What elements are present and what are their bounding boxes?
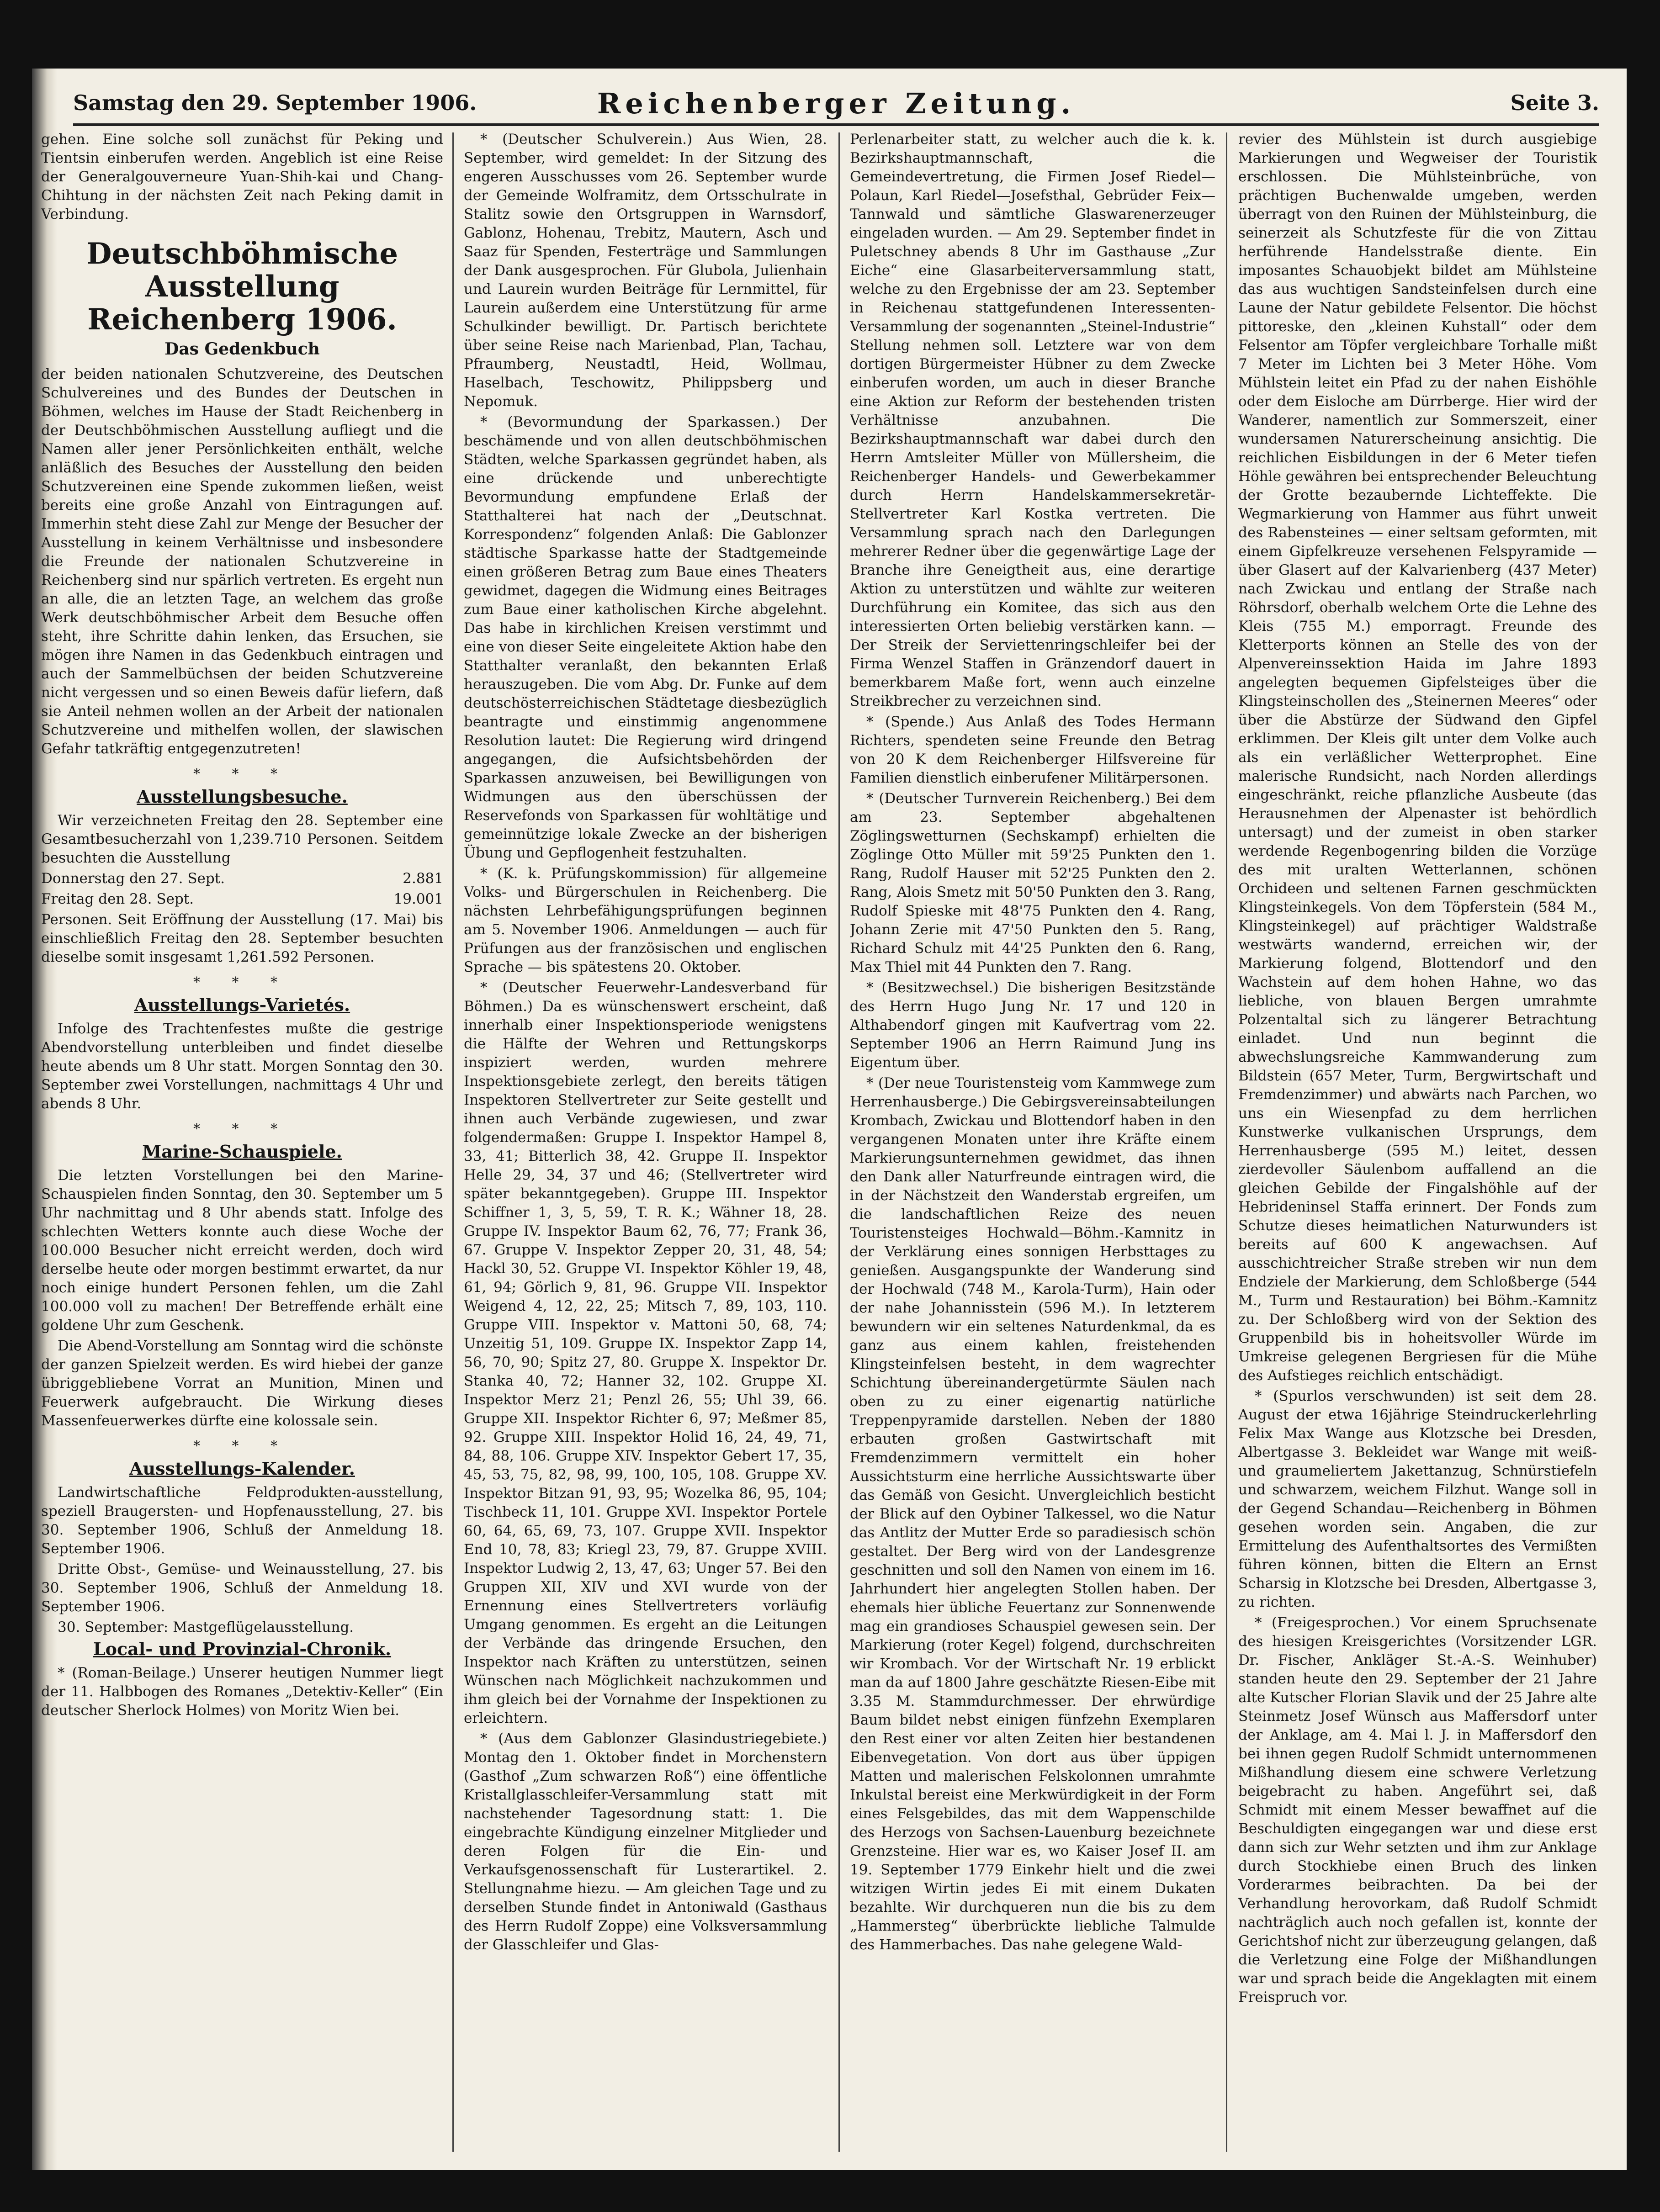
visitor-day: Freitag den 28. Sept. (41, 891, 194, 907)
exhibition-title: Deutschböhmische Ausstellung Reichenberg 1906. (86, 237, 398, 337)
separator-stars: * * * (193, 1121, 292, 1137)
article-text: * (Spende.) Aus Anlaß des Todes Hermann Richters, spendeten seine Freunde den Betrag von 20 K dem Reichenberger Hilfsvereine für Familien dienstlich einberufener Militärpersonen. (850, 714, 1215, 786)
visitor-count: 19.001 (393, 891, 443, 907)
article-text: * (K. k. Prüfungskommission) für allgemeine Volks- und Bürgerschulen in Reichenberg. Die nächsten Lehrbefähigungsprüfungen beginnen am 5. November 1906. Anmeldungen — auch für Prüfungen aus der französischen und englischen Sprache — bis spätestens 20. Oktober. (464, 865, 827, 975)
article-text: * (Bevormundung der Sparkassen.) Der beschämende und von allen deutschböhmischen Städten, welche Sparkassen gegründet haben, als eine drückende und unberechtigte Bevormundung empfundene Erlaß der Statthalterei hat nach der „Deutschnat. Korrespondenz“ folgenden Anlaß: Die Gablonzer städtische Sparkasse hatte der Stadtgemeinde einen größeren Betrag zum Baue eines Theaters gewidmet, dagegen die Widmung eines Beitrages zum Baue einer katholischen Kirche abgelehnt. Das habe in kirchlichen Kreisen verstimmt und eine von dieser Seite eingeleitete Aktion habe den Statthalter veranlaßt, den bekannten Erlaß herauszugeben. Die vom Abg. Dr. Funke auf dem deutschösterreichischen Städtetage diesbezüglich beantragte und einstimmig angenommene Resolution lautet: Die Regierung wird dringend angegangen, die Aufsichtsbehörden der Sparkassen anzuweisen, bei Bewilligungen von Widmungen aus den überschüssen der Reservefonds von Sparkassen für wohltätige und gemeinnützige lokale Zwecke an der bisherigen Übung und Gepflogenheit festzuhalten. (464, 414, 827, 861)
article-text: * (Deutscher Turnverein Reichenberg.) Bei dem am 23. September abgehaltenen Zöglingswetturnen (Sechskampf) erhielten die Zöglinge Otto Müller mit 59'25 Punkten den 1. Rang, Rudolf Hauser mit 52'25 Punkten den 2. Rang, Alois Smetz mit 50'50 Punkten den 3. Rang, Rudolf Spieske mit 48'75 Punkten den 4. Rang, Johann Zerie mit 47'50 Punkten den 5. Rang, Richard Schulz mit 44'25 Punkten den 6. Rang, Max Thiel mit 44 Punkten den 7. Rang. (850, 790, 1215, 975)
visitor-row (41, 869, 443, 888)
article-text: Die letzten Vorstellungen bei den Marine-Schauspielen finden Sonntag, den 30. September um 5 Uhr nachmittag und 8 Uhr abends statt. Infolge des schlechten Wetters konnte auch diese Woche der 100.000 Besucher nicht erreicht werden, doch wird derselbe heute oder morgen bestimmt erwartet, da nur noch einige hundert Personen fehlen, um die Zahl 100.000 voll zu machen! Der Betreffende erhält eine goldene Uhr zum Geschenk. (41, 1167, 443, 1334)
section-heading: Local- und Provinzial-Chronik. (93, 1639, 392, 1659)
article-text: Dritte Obst-, Gemüse- und Weinausstellung, 27. bis 30. September 1906, Schluß der Anmeldung 18. September 1906. (41, 1561, 443, 1615)
article-text: Landwirtschaftliche Feldprodukten-ausstellung, speziell Braugersten- und Hopfenausstellung, 27. bis 30. September 1906, Schluß der Anmeldung 18. September 1906. (41, 1484, 443, 1557)
column-rule (452, 132, 454, 2152)
article-text: * (Deutscher Schulverein.) Aus Wien, 28. September, wird gemeldet: In der Sitzung des engeren Ausschusses vom 26. September wurde der Gemeinde Wolframitz, dem Ortsschulrate in Stalitz sowie den Ortsgruppen in Warnsdorf, Gablonz, Hohenau, Trebitz, Mautern, Asch und Saaz für Spenden, Festerträge und Sammlungen der Dank ausgesprochen. Für Glubola, Julienhain und Laurein wurden Beiträge für Lernmittel, für Laurein außerdem eine Unterstützung für arme Schulkinder bewilligt. Dr. Partisch berichtete über seine Reise nach Marienbad, Plan, Tachau, Pfraumberg, Neustadtl, Heid, Wollmau, Haselbach, Teschowitz, Philippsberg und Nepomuk. (464, 131, 827, 410)
article-text: revier des Mühlstein ist durch ausgiebige Markierungen und Wegweiser der Touristik erschlossen. Die Mühlsteinbrüche, von prächtigen Buchenwalde umgeben, werden überragt von den Ruinen der Mühlsteinburg, die seinerzeit als Schutzfeste für die von Zittau herführende Handelsstraße diente. Ein imposantes Schauobjekt bildet am Mühlsteine das aus wuchtigen Sandsteinfelsen durch eine Laune der Natur gebildete Felsentor. Die höchst pittoreske, den „kleinen Kuhstall“ oder dem Felsentor am Töpfer vergleichbare Torhalle mißt 7 Meter im Lichten bei 3 Meter Höhe. Vom Mühlstein leitet ein Pfad zu der nahen Eishöhle oder dem Eisloche am Dürrberge. Hier wird der Wanderer, namentlich zur Sommerszeit, einer wundersamen Naturerscheinung ansichtig. Die reichlichen Eisbildungen in der 6 Meter tiefen Höhle gewähren bei entsprechender Beleuchtung der Grotte bezaubernde Lichteffekte. Die Wegmarkierung von Hammer aus führt unweit des Rabensteines — einer seltsam geformten, mit einem Gipfelkreuze versehenen Felspyramide — über Glasert auf der Kalvarienberg (437 Meter) nach Zwickau und entlang der Straße nach Röhrsdorf, oberhalb welchem Orte die Lehne des Kleis (755 M.) emporragt. Freunde des Kletterports können an Stelle des von der Alpenvereinssektion Haida im Jahre 1893 angelegten bequemen Gipfelsteiges über die Klingsteinschollen des „Steinernen Meeres“ oder über die Abstürze der Südwand den Gipfel erklimmen. Der Kleis gilt unter dem Volke auch als ein verläßlicher Wetterprophet. Eine malerische Rundsicht, nach Norden allerdings eingeschränkt, reiche pflanzliche Ausbeute (das Herausnehmen der Alpenaster ist behördlich untersagt) und der zumeist in oben starker werdende Regenbogenring bilden die Vorzüge des mit uralten Wetterlannen, schönen Orchideen und seltenen Farnen geschmückten Klingsteinkegels. Von dem Töpferstein (584 M., Klingsteinkegel) auf prächtiger Waldstraße westwärts wandernd, erreichen wir, der Markierung folgend, Blottendorf und den Wachstein auf dem hohen Hahne, wo das liebliche, von blauen Bergen umrahmte Polzentaltal sich zu längerer Betrachtung einladet. Und nun beginnt die abwechslungsreiche Kammwanderung zum Bildstein (657 Meter, Turm, Bergwirtschaft und Fremdenzimmer) und abwärts nach Parchen, wo uns ein Wiesenpfad zu dem herrlichen Kunstwerke vulkanischen Ursprungs, dem Herrenhausberge (595 M.) leitet, dessen zierdevoller Säulenbom auffallend an die gleichen Gebilde der Fingalshöhle auf der Hebrideninsel Staffa erinnert. Der Fonds zum Schutze dieses heimatlichen Naturwunders ist bereits auf 600 K angewachsen. Auf ausschichtreicher Straße streben wir nun dem Endziele der Markierung, dem Schloßberge (544 M., Turm und Restauration) bei Böhm.-Kamnitz zu. Der Schloßberg wird von der Sektion des Gruppenbild bis in hoheitsvoller Würde im Umkreise gelegenen Bergriesen für die Mühe des Aufstieges reichlich entschädigt. (1238, 131, 1597, 1384)
section-heading: Das Gedenkbuch (164, 339, 320, 359)
newspaper-page (32, 69, 1627, 2170)
article-text: * (Deutscher Feuerwehr-Landesverband für Böhmen.) Da es wünschenswert erscheint, daß innerhalb einer Inspektionsperiode wenigstens die Hälfte der Wehren und Rettungskorps inspiziert werden, wurden mehrere Inspektionsgebiete zerlegt, den bereits tätigen Inspektoren Stellvertreter zur Seite gestellt und ihnen auch Verbände zugewiesen, und zwar folgendermaßen: Gruppe I. Inspektor Hampel 8, 33, 41; Bitterlich 38, 42. Gruppe II. Inspektor Helle 29, 34, 37 und 46; (Stellvertreter wird später bekanntgegeben). Gruppe III. Inspektor Schiffner 1, 3, 5, 59, T. R. K.; Wähner 18, 28. Gruppe IV. Inspektor Baum 62, 76, 77; Frank 36, 67. Gruppe V. Inspektor Zepper 20, 31, 48, 54; Hackl 30, 52. Gruppe VI. Inspektor Köhler 19, 48, 61, 94; Görlich 9, 81, 96. Gruppe VII. Inspektor Weigend 4, 12, 22, 25; Mitsch 7, 89, 103, 110. Gruppe VIII. Inspektor v. Mattoni 50, 68, 74; Unzeitig 51, 109. Gruppe IX. Inspektor Zapp 14, 56, 70, 90; Spitz 27, 80. Gruppe X. Inspektor Dr. Stanka 40, 72; Hanner 32, 102. Gruppe XI. Inspektor Merz 21; Penzl 26, 55; Uhl 39, 66. Gruppe XII. Inspektor Richter 6, 97; Meßmer 85, 92. Gruppe XIII. Inspektor Holid 16, 24, 49, 71, 84, 88, 106. Gruppe XIV. Inspektor Gebert 17, 35, 45, 53, 75, 82, 98, 99, 100, 105, 108. Gruppe XV. Inspektor Bitzan 91, 93, 95; Wozelka 86, 95, 104; Tischbeck 11, 101. Gruppe XVI. Inspektor Portele 60, 64, 65, 69, 73, 107. Gruppe XVII. Inspektor End 10, 78, 83; Kriegl 23, 79, 87. Gruppe XVIII. Inspektor Ludwig 2, 13, 47, 63; Unger 57. Bei den Gruppen XII, XIV und XVI wurde von der Ernennung eines Stellvertreters vorläufig Umgang genommen. Es ergeht an die Leitungen der Verbände das dringende Ersuchen, den Inspektor nach Kräften zu unterstützen, seinen Wünschen nach Möglichkeit nachzukommen und ihm gleich bei der Vornahme der Inspektionen zu erleichtern. (464, 979, 827, 1726)
article-text: * (Spurlos verschwunden) ist seit dem 28. August der etwa 16jährige Steindruckerlehrling Felix Max Wange aus Klotzsche bei Dresden, Albertgasse 3. Bekleidet war Wange mit weiß- und graumeliertem Jakettanzug, Schnürstiefeln und schwarzem, weichem Filzhut. Wange soll in der Gegend Schandau—Reichenberg in Böhmen gesehen worden sein. Angaben, die zur Ermittelung des Aufenthaltsortes des Vermißten führen können, bitten die Eltern an Ernst Scharsig in Klotzsche bei Dresden, Albertgasse 3, zu richten. (1238, 1388, 1597, 1610)
article-text: gehen. Eine solche soll zunächst für Peking und Tientsin einberufen werden. Angeblich ist eine Reise der Generalgouverneure Yuan-Shih-kai und Chang-Chihtung in der nächsten Zeit nach Peking damit in Verbindung. (41, 131, 443, 222)
column-rule (838, 132, 840, 2152)
article-text: Die Abend-Vorstellung am Sonntag wird die schönste der ganzen Spielzeit werden. Es wird hiebei der ganze übriggebliebene Vorrat an Munition, Minen und Feuerwerk aufgebraucht. Die Wirkung dieses Massenfeuerwerkes dürfte eine kolossale sein. (41, 1338, 443, 1429)
article-text: * (Besitzwechsel.) Die bisherigen Besitzstände des Herrn Hugo Jung Nr. 17 und 120 in Althabendorf gingen mit Kaufvertrag vom 22. September 1906 an Herrn Raimund Jung ins Eigentum über. (850, 979, 1215, 1071)
separator-stars: * * * (193, 766, 292, 782)
section-heading: Marine-Schauspiele. (142, 1141, 342, 1162)
column-1 (41, 130, 443, 2159)
visitor-day: Donnerstag den 27. Sept. (41, 870, 225, 887)
article-text: * (Der neue Touristensteig vom Kammwege zum Herrenhausberge.) Die Gebirgsvereinsabteilungen Krombach, Zwickau und Blottendorf haben in den vergangenen Monaten unter ihre Kräfte einem Markierungsunternehmen gewidmet, das ihnen den Dank aller Naturfreunde eintragen wird, die in der Nächstzeit den Wanderstab ergreifen, um die landschaftlichen Reize des neuen Touristensteiges Hochwald—Böhm.-Kamnitz in der Verklärung eines sonnigen Herbsttages zu genießen. Ausgangspunkte der Wanderung sind der Hochwald (748 M., Karola-Turm), Hain oder der nahe Johannisstein (596 M.). In letzterem bewundern wir ein seltenes Naturdenkmal, da es ganz aus einem kahlen, freistehenden Klingsteinfelsen besteht, in dem wagrechter Schichtung übereinandergetürmte Säulen nach oben zu zu einer eigenartig natürliche Treppenpyramide darstellen. Neben der 1880 erbauten großen Gastwirtschaft mit Fremdenzimmern vermittelt ein hoher Aussichtsturm eine herrliche Aussichtswarte über das Gemäß von Gesicht. Unvergleichlich besticht der Blick auf den Oybiner Talkessel, wo die Natur das Antlitz der Mutter Erde so paradiesisch schön gestaltet. Der Berg wird von der Landesgrenze geschnitten und soll den Namen von einem im 16. Jahrhundert hier angelegten Stollen haben. Der ehemals hier übliche Feuertanz zur Sonnenwende mag ein grandioses Schauspiel gewesen sein. Der Markierung (roter Kegel) folgend, durchschreiten wir Krombach. Vor der Wirtschaft Nr. 19 erblickt man da auf 1800 Jahre geschätzte Riesen-Eibe mit 3.35 M. Stammdurchmesser. Der ehrwürdige Baum bildet nebst einigen fünfzehn Exemplaren den Rest einer vor alten Zeiten hier bestandenen Eibenvegetation. Von dort aus über üppigen Matten und malerischen Felskolonnen umrahmte Inkulstal bereist eine Merkwürdigkeit in der Form eines Felsgebildes, das mit dem Wappenschilde des Herzogs von Sachsen-Lauenburg bezeichnete Grenzsteine. Hier war es, wo Kaiser Josef II. am 19. September 1779 Einkehr hielt und die zwei witzigen Wirtin jedes Ei mit einem Dukaten bezahlte. Wir durchqueren nun die bis zu dem „Hammersteg“ überbrückte liebliche Talmulde des Hammerbaches. Das nahe gelegene Wald- (850, 1075, 1215, 1953)
separator-stars: * * * (193, 1438, 292, 1454)
article-text: Personen. Seit Eröffnung der Ausstellung (17. Mai) bis einschließlich Freitag den 28. September besuchten dieselbe somit insgesamt 1,261.592 Personen. (41, 911, 443, 965)
column-rule (1226, 132, 1227, 2152)
article-text: Perlenarbeiter statt, zu welcher auch die k. k. Bezirkshauptmannschaft, die Gemeindevertretung, die Firmen Josef Riedel—Polaun, Karl Riedel—Josefsthal, Gebrüder Feix—Tannwald und sämtliche Glaswarenerzeuger eingeladen wurden. — Am 29. September findet in Puletschney abends 8 Uhr im Gasthause „Zur Eiche“ eine Glasarbeiterversammlung statt, welche zu den Ergebnisse der am 23. September in Reichenau stattgefundenen Interessenten-Versammlung der sogenannten „Steinel-Industrie“ Stellung nehmen soll. Letztere war von dem dortigen Bürgermeister Hübner zu dem Zwecke einberufen worden, um auch in dieser Branche eine Aktion zur Reform der bestehenden tristen Verhältnisse anzubahnen. Die Bezirkshauptmannschaft war dabei durch den Herrn Amtsleiter Müller von Müllersheim, die Reichenberger Handels- und Gewerbekammer durch Herrn Handelskammersekretär-Stellvertreter Karl Kostka vertreten. Die Versammlung sprach nach den Darlegungen mehrerer Redner über die gegenwärtige Lage der Branche ihre Geneigtheit aus, eine derartige Aktion zu unterstützen und wählte zur weiteren Durchführung ein Komitee, das sich aus den interessierten Orten beliebig verstärken kann. — Der Streik der Serviettenringschleifer bei der Firma Wenzel Staffen in Gränzendorf dauert in bemerkbarem Maße fort, wenn auch einzelne Streikbrecher zu verzeichnen sind. (850, 131, 1215, 709)
article-text: * (Roman-Beilage.) Unserer heutigen Nummer liegt der 11. Halbbogen des Romanes „Detektiv-Keller“ (Ein deutscher Sherlock Holmes) von Moritz Wien bei. (41, 1665, 443, 1719)
page-header (73, 87, 1599, 126)
article-text: * (Freigesprochen.) Vor einem Spruchsenate des hiesigen Kreisgerichtes (Vorsitzender LGR. Dr. Fischer, Ankläger St.-A.-S. Weinhuber) standen heute den 29. September der 21 Jahre alte Kutscher Florian Slavik und der 25 Jahre alte Steinmetz Josef Wünsch aus Maffersdorf unter der Anklage, am 4. Mai l. J. in Maffersdorf den bei ihnen gegen Rudolf Schmidt unternommenen Mißhandlung diesem eine schwere Verletzung beigebracht zu haben. Angeführt sei, daß Schmidt mit einem Messer bewaffnet auf die Beschuldigten eingegangen war und diese erst dann sich zur Wehr setzten und ihm zur Anklage durch Stockhiebe einen Bruch des linken Vorderarmes beibrachten. Da bei der Verhandlung herovorkam, daß Rudolf Schmidt nachträglich auch noch gefallen ist, konnte der Gerichtshof nicht zur überzeugung gelangen, daß die Verletzung eine Folge der Mißhandlungen war und sprach beide die Angeklagten mit einem Freispruch vor. (1238, 1614, 1597, 2006)
page-number: Seite 3. (1510, 90, 1599, 115)
article-text: der beiden nationalen Schutzvereine, des Deutschen Schulvereines und des Bundes der Deutschen in Böhmen, welches im Hause der Stadt Reichenberg in der Deutschböhmischen Ausstellung aufliegt und die Namen aller jener Persönlichkeiten enthält, welche anläßlich des Besuches der Ausstellung den beiden Schutzvereinen eine Spende zukommen ließen, weist bereits eine große Anzahl von Eintragungen auf. Immerhin steht diese Zahl zur Menge der Besucher der Ausstellung in keinem Verhältnisse und insbesondere die Freunde der nationalen Schutzvereine in Reichenberg sind nur spärlich vertreten. Es ergeht nun an alle, die an letzten Tage, an welchem das große Werk deutschböhmischer Arbeit dem Besuche offen steht, ihre Schritte dahin lenken, das Ersuchen, sie mögen ihre Namen in das Gedenkbuch eintragen und auch der Sammelbüchsen der beiden Schutzvereine nicht vergessen und so einen Beweis dafür liefern, daß sie Anteil nehmen wollen an der Arbeit der nationalen Schutzvereine und mithelfen wollen, der slawischen Gefahr tatkräftig entgegenzutreten! (41, 366, 443, 757)
article-text: * (Aus dem Gablonzer Glasindustriegebiete.) Montag den 1. Oktober findet in Morchenstern (Gasthof „Zum schwarzen Roß“) eine öffentliche Kristallglasschleifer-Versammlung statt mit nachstehender Tagesordnung statt: 1. Die eingebrachte Kündigung einzelner Mitglieder und deren Folgen für die Ein- und Verkaufsgenossenschaft für Lusterartikel. 2. Stellungnahme hiezu. — Am gleichen Tage und zu derselben Stunde findet in Antoniwald (Gasthaus des Herrn Rudolf Zoppe) eine Volksversammlung der Glasschleifer und Glas- (464, 1730, 827, 1953)
article-text: Infolge des Trachtenfestes mußte die gestrige Abendvorstellung unterbleiben und findet dieselbe heute abends um 8 Uhr statt. Morgen Sonntag den 30. September zwei Vorstellungen, nachmittags 4 Uhr und abends 8 Uhr. (41, 1021, 443, 1112)
article-text: Wir verzeichneten Freitag den 28. September eine Gesamtbesucherzahl von 1,239.710 Personen. Seitdem besuchten die Ausstellung (41, 812, 443, 866)
article-text: 30. September: Mastgeflügelausstellung. (58, 1619, 354, 1635)
visitor-count: 2.881 (403, 870, 443, 887)
section-heading: Ausstellungsbesuche. (137, 786, 348, 807)
masthead-title: Reichenberger Zeitung. (597, 87, 1076, 120)
section-heading: Ausstellungs-Varietés. (134, 995, 350, 1015)
separator-stars: * * * (193, 974, 292, 990)
column-3 (850, 130, 1215, 2159)
visitor-row (41, 890, 443, 909)
header-date: Samstag den 29. September 1906. (73, 90, 477, 115)
column-2 (464, 130, 827, 2159)
section-heading: Ausstellungs-Kalender. (129, 1458, 355, 1479)
column-4 (1238, 130, 1597, 2159)
